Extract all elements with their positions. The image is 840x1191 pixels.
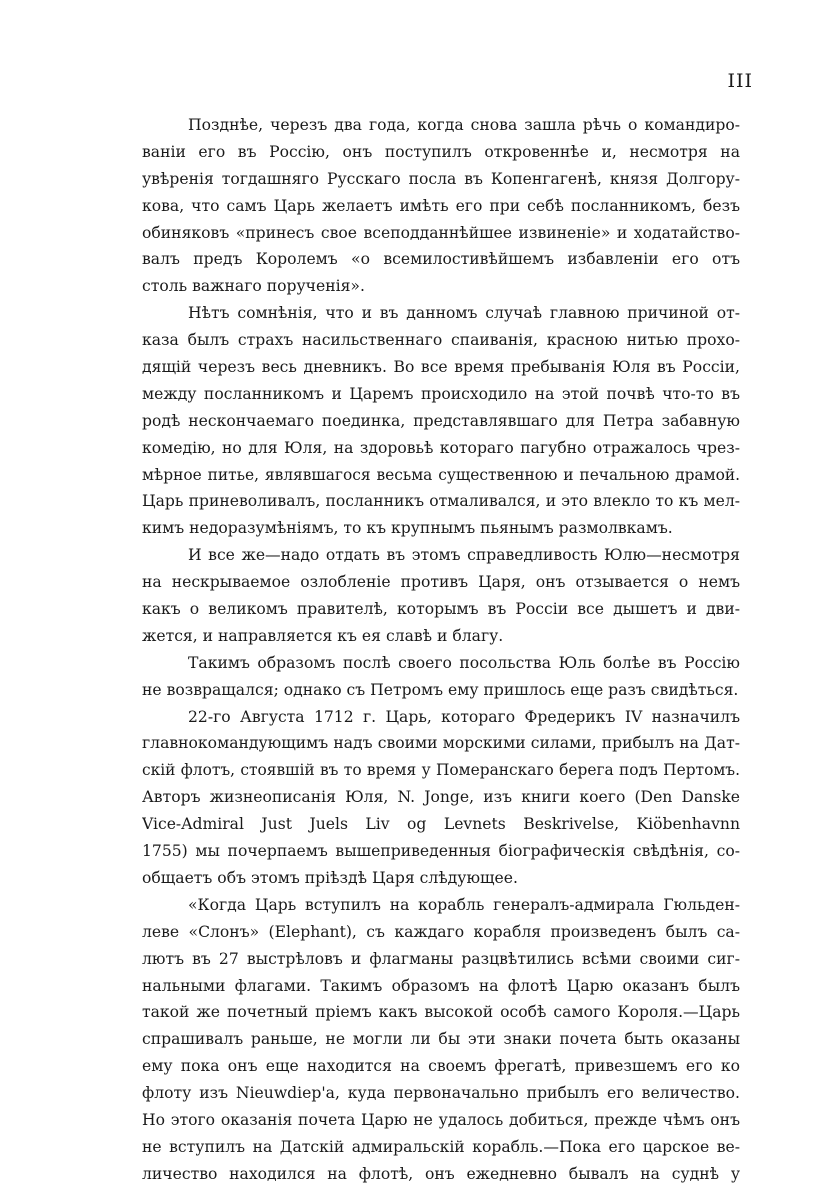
text-line: Vice-Admiral Just Juels Liv og Levnets Beskrivelse, Kiöbenhavnn [142, 815, 740, 834]
text-line: комедію, но для Юля, на здоровьѣ котораго пагубно отражалось чрез- [142, 438, 740, 457]
text-line: главнокомандующимъ надъ своими морскими силами, прибылъ на Дат- [142, 734, 740, 753]
text-line: каза былъ страхъ насильственнаго спаиванія, красною нитью прохо- [142, 331, 740, 350]
text-line: личество находился на флотѣ, онъ ежедневно бывалъ на суднѣ у [142, 1164, 740, 1183]
text-line: между посланникомъ и Царемъ происходило на этой почвѣ что-то въ [142, 384, 740, 403]
text-line: родѣ нескончаемаго поединка, представлявшаго для Петра забавную [142, 411, 740, 430]
text-line: жется, и направляется къ ея славѣ и благу. [142, 626, 504, 645]
text-line: ваніи его въ Россію, онъ поступилъ откровеннѣе и, несмотря на [142, 142, 740, 161]
text-line: скій флотъ, стоявшій въ то время у Померанскаго берега подъ Пертомъ. [142, 761, 740, 780]
text-line: общаетъ объ этомъ пріѣздѣ Царя слѣдующее. [142, 868, 518, 887]
page-text-body [142, 112, 740, 1188]
text-line: дящій черезъ весь дневникъ. Во все время пребыванія Юля въ Россіи, [142, 358, 740, 377]
text-line: такой же почетный пріемъ какъ высокой особѣ самого Короля.—Царь [142, 1003, 740, 1022]
text-line: 22-го Августа 1712 г. Царь, котораго Фредерикъ IV назначилъ [188, 707, 740, 726]
text-line: «Когда Царь вступилъ на корабль генералъ-адмирала Гюльден- [188, 895, 740, 914]
text-line: И все же—надо отдать въ этомъ справедливость Юлю—несмотря [188, 546, 740, 565]
text-line: мѣрное питье, являвшагося весьма существенною и печальною драмой. [142, 465, 740, 484]
text-line: обиняковъ «принесъ свое всеподданнѣйшее извиненіе» и ходатайство- [142, 223, 740, 242]
text-line: 1755) мы почерпаемъ вышеприведенныя біографическія свѣдѣнія, со- [142, 842, 740, 861]
text-line: валъ предъ Королемъ «о всемилостивѣйшемъ избавленіи его отъ [142, 250, 740, 269]
text-line: какъ о великомъ правителѣ, которымъ въ Россіи все дышетъ и дви- [142, 600, 740, 619]
text-line: столь важнаго порученія». [142, 277, 365, 296]
page-number: III [727, 70, 753, 92]
text-line: Но этого оказанія почета Царю не удалось добиться, прежде чѣмъ онъ [142, 1110, 740, 1129]
text-line: Нѣтъ сомнѣнія, что и въ данномъ случаѣ главною причиной от- [188, 304, 740, 323]
text-line: кимъ недоразумѣніямъ, то къ крупнымъ пьянымъ размолвкамъ. [142, 519, 673, 538]
text-line: не возвращался; однако съ Петромъ ему пришлось еще разъ свидѣться. [142, 680, 739, 699]
text-line: не вступилъ на Датскій адмиральскій корабль.—Пока его царское ве- [142, 1137, 740, 1156]
text-line: ему пока онъ еще находится на своемъ фрегатѣ, привезшемъ его ко [142, 1057, 740, 1076]
text-line: леве «Слонъ» (Elephant), съ каждаго корабля произведенъ былъ са- [142, 922, 740, 941]
text-line: Авторъ жизнеописанія Юля, N. Jonge, изъ книги коего (Den Danske [142, 788, 740, 807]
text-line: Царь приневоливалъ, посланникъ отмаливался, и это влекло то къ мел- [142, 492, 740, 511]
text-line: флоту изъ Nieuwdiep'а, куда первоначально прибылъ его величество. [142, 1084, 740, 1103]
text-line: кова, что самъ Царь желаетъ имѣть его при себѣ посланникомъ, безъ [142, 196, 740, 215]
text-line: на нескрываемое озлобленіе противъ Царя, онъ отзывается о немъ [142, 573, 740, 592]
text-line: спрашивалъ раньше, не могли ли бы эти знаки почета быть оказаны [142, 1030, 740, 1049]
text-line: увѣренія тогдашняго Русскаго посла въ Копенгагенѣ, князя Долгору- [142, 169, 740, 188]
text-line: Такимъ образомъ послѣ своего посольства Юль болѣе въ Россію [188, 653, 740, 672]
text-line: Позднѣе, черезъ два года, когда снова зашла рѣчь о командиро- [188, 116, 740, 134]
text-line: лютъ въ 27 выстрѣловъ и флагманы разцвѣтились всѣми своими сиг- [142, 949, 740, 968]
text-line: нальными флагами. Такимъ образомъ на флотѣ Царю оказанъ былъ [142, 976, 740, 995]
